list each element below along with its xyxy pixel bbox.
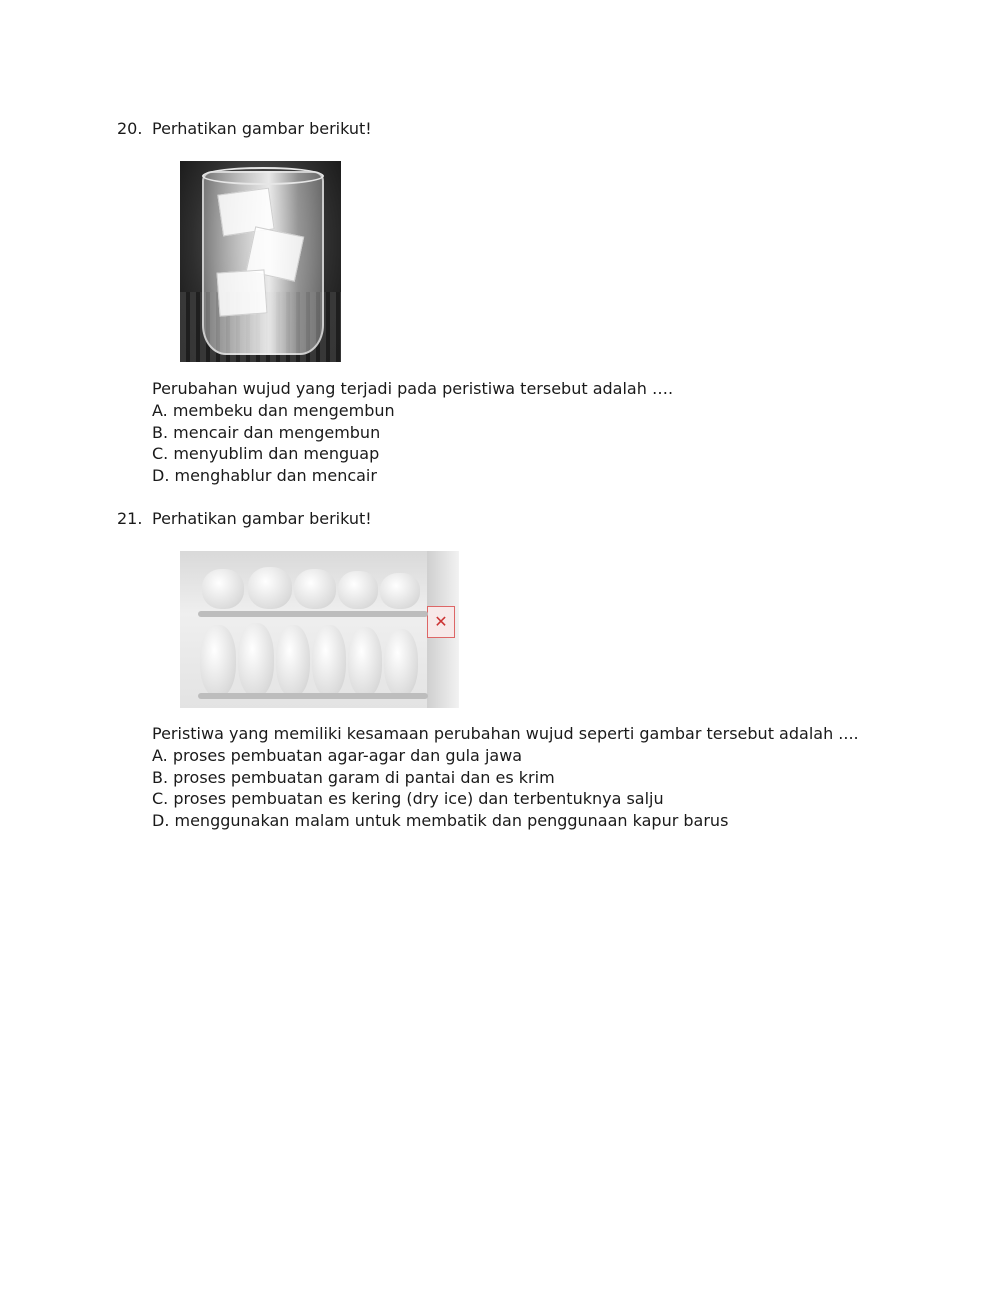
- answer-option-a[interactable]: A. proses pembuatan agar-agar dan gula jawa: [152, 746, 523, 765]
- question-stem: Peristiwa yang memiliki kesamaan perubahan wujud seperti gambar tersebut adalah ....: [152, 724, 859, 743]
- answer-option-d[interactable]: D. menggunakan malam untuk membatik dan penggunaan kapur barus: [152, 811, 729, 830]
- answer-option-a[interactable]: A. membeku dan mengembun: [152, 401, 395, 420]
- question-number: 21.: [117, 509, 143, 528]
- ice-glass-photo: [180, 161, 341, 362]
- question-prompt: Perhatikan gambar berikut!: [152, 509, 372, 528]
- photo-ice-bag: [276, 625, 310, 697]
- question-header: [117, 119, 372, 138]
- question-prompt: Perhatikan gambar berikut!: [152, 119, 372, 138]
- answer-option-c[interactable]: C. proses pembuatan es kering (dry ice) dan terbentuknya salju: [152, 789, 664, 808]
- photo-ice-bag: [294, 569, 336, 609]
- photo-freezer-shelf: [198, 611, 428, 617]
- photo-ice-bag: [202, 569, 244, 609]
- answer-option-d[interactable]: D. menghablur dan mencair: [152, 466, 377, 485]
- photo-ice-bag: [380, 573, 420, 609]
- question-header: [117, 509, 372, 528]
- photo-ice-bag: [348, 627, 382, 697]
- photo-ice-bag: [384, 629, 418, 697]
- freezer-ice-bags-photo: [180, 551, 459, 708]
- photo-ice-bag: [248, 567, 292, 609]
- photo-freezer-shelf: [198, 693, 428, 699]
- answer-option-b[interactable]: B. proses pembuatan garam di pantai dan es krim: [152, 768, 555, 787]
- photo-ice-bag: [312, 625, 346, 697]
- photo-ice-cube: [217, 269, 268, 316]
- photo-warning-sticker: ✕: [427, 606, 455, 638]
- question-stem: Perubahan wujud yang terjadi pada peristiwa tersebut adalah ….: [152, 379, 674, 398]
- photo-glass-rim: [202, 167, 324, 185]
- answer-option-b[interactable]: B. mencair dan mengembun: [152, 423, 381, 442]
- photo-ice-bag: [338, 571, 378, 609]
- photo-ice-bag: [238, 623, 274, 697]
- photo-ice-bag: [200, 625, 236, 697]
- question-number: 20.: [117, 119, 143, 138]
- answer-option-c[interactable]: C. menyublim dan menguap: [152, 444, 380, 463]
